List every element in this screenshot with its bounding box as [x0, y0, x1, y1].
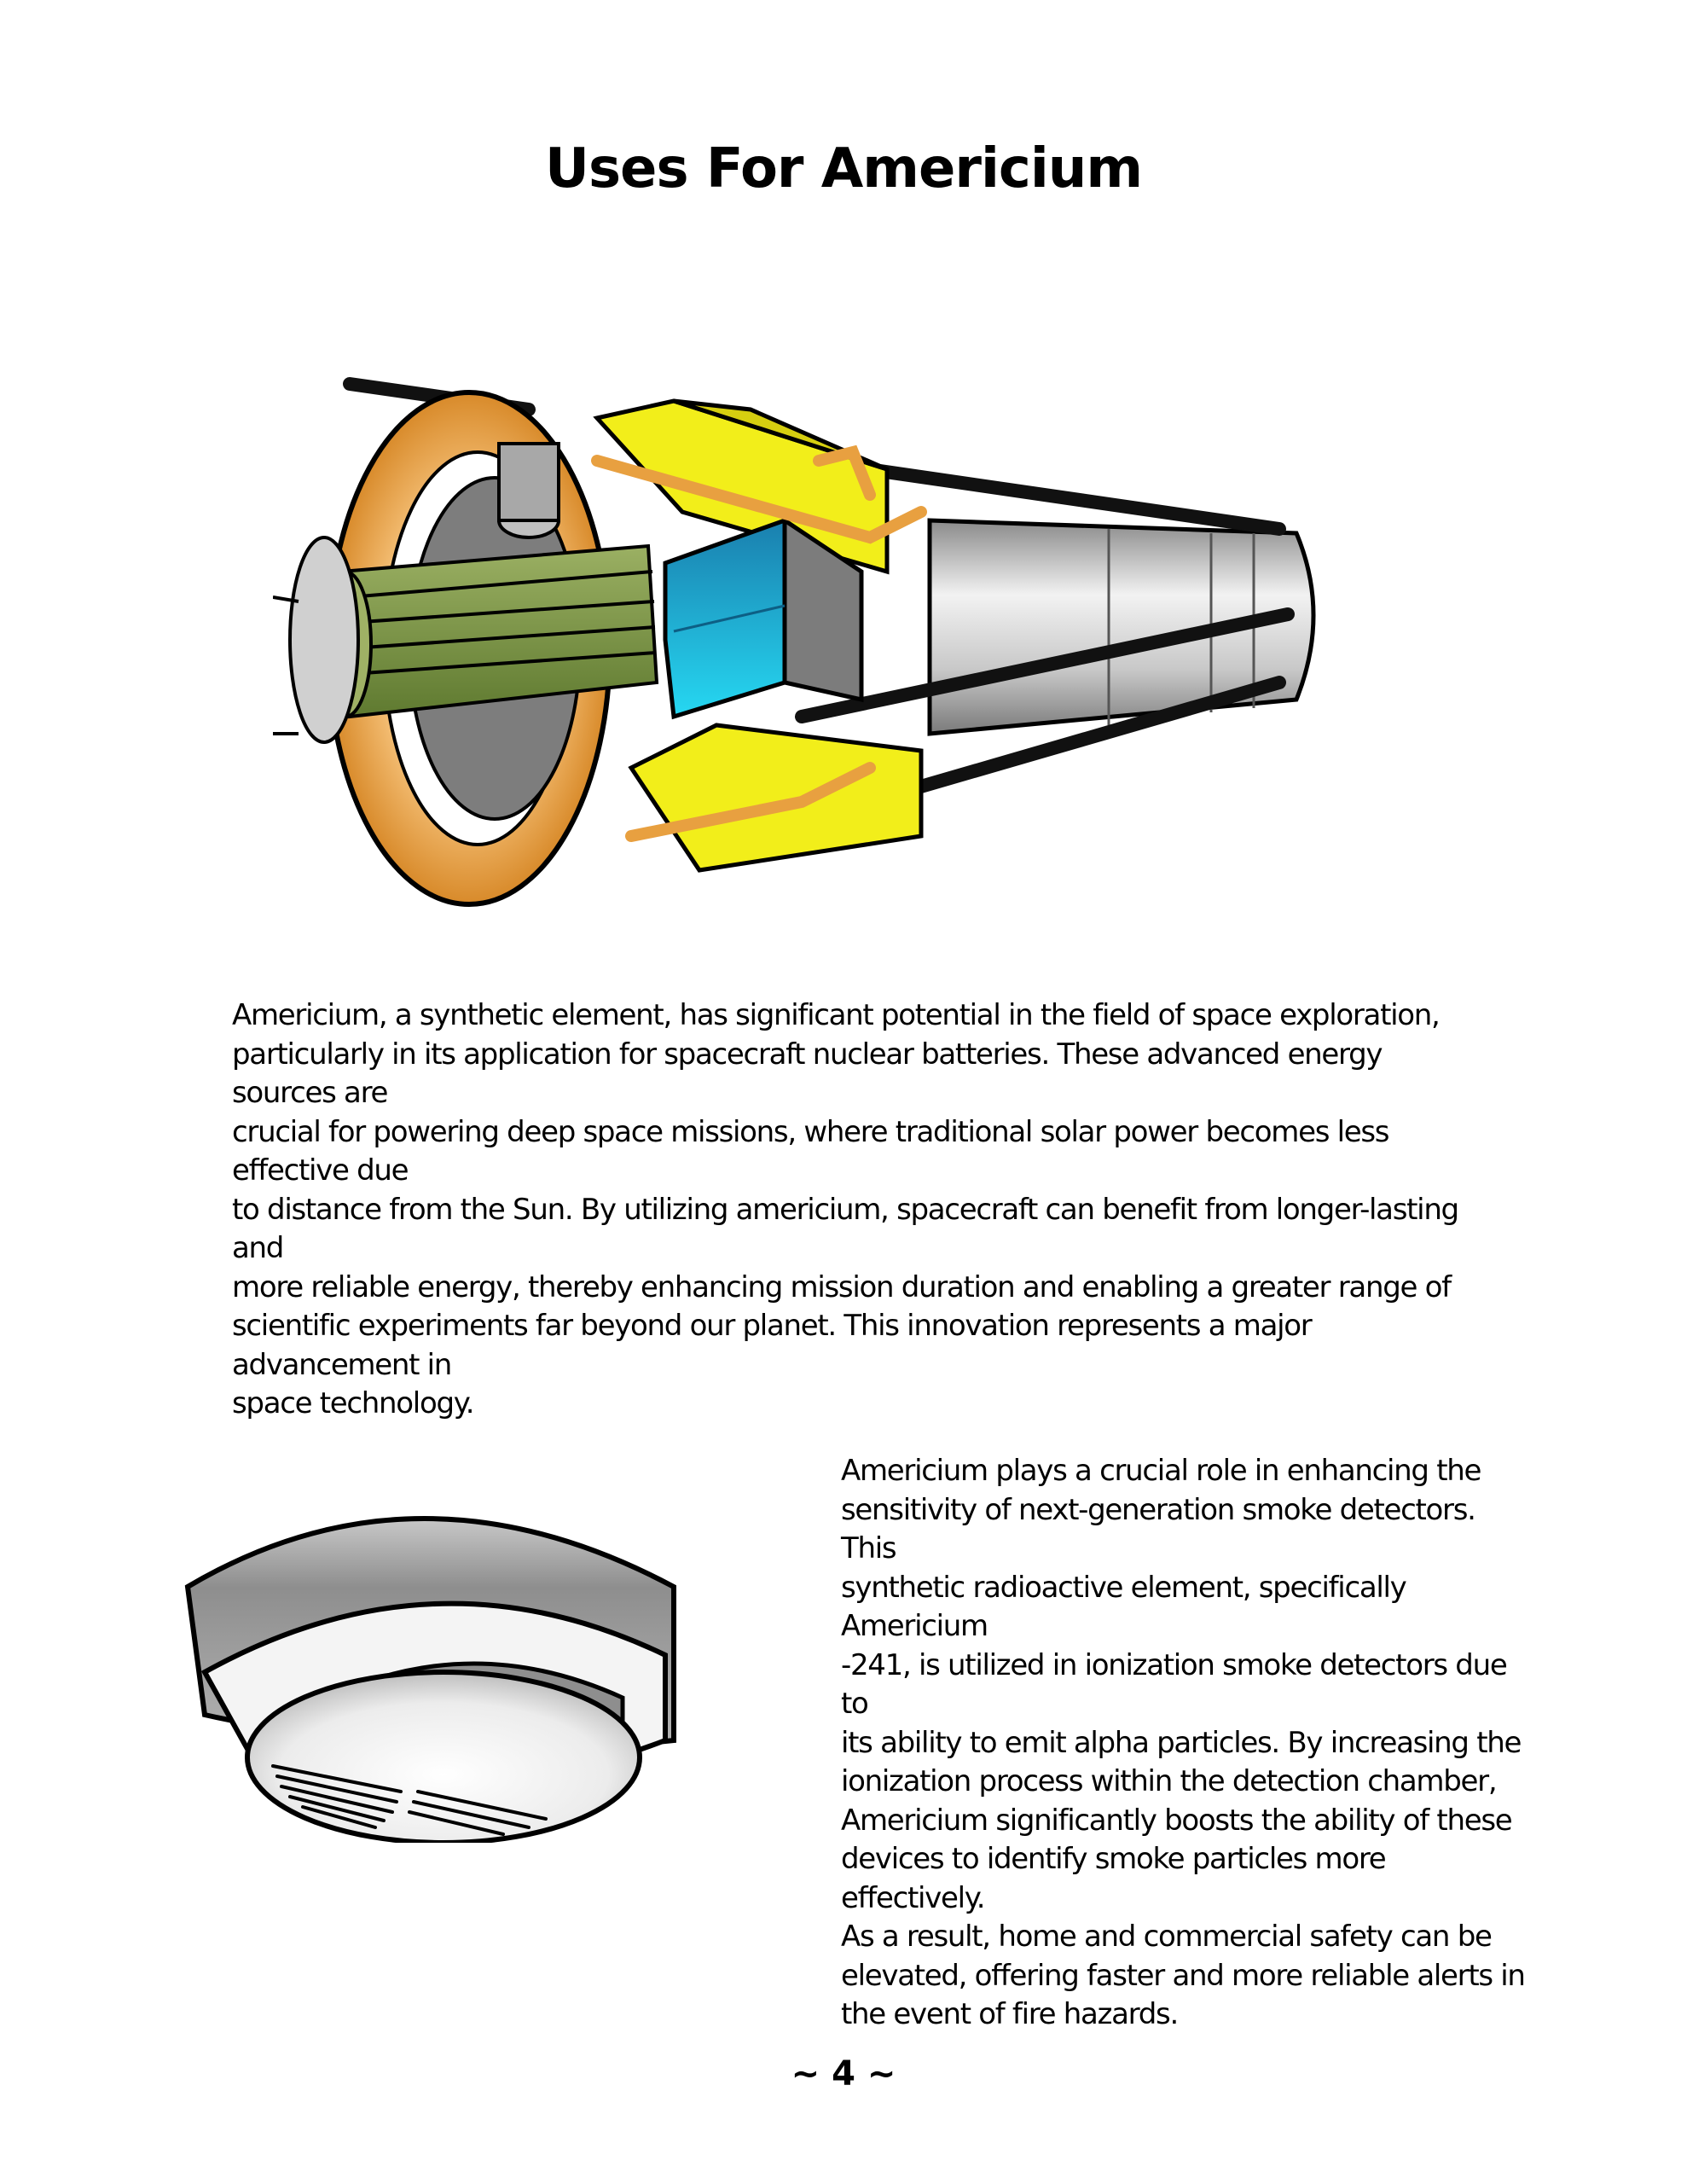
page-title: Uses For Americium [544, 136, 1143, 200]
gray-canister-body [499, 444, 559, 520]
spacecraft-nuclear-battery-illustration [273, 358, 1399, 938]
space-exploration-paragraph: Americium, a synthetic element, has significant potential in the field of space exploration, particularly in its application for spacecraft nuclear batteries. These advanced energy sources are crucial for powering deep space missions, where traditional solar power becomes less effective due to distance from the Sun. By utilizing americium, spacecraft can benefit from longer-lasting and more reliable energy, thereby enhancing mission duration and enabling a greater range of scientific experiments far beyond our planet. This innovation represents a major advancement in space technology. [232, 998, 1458, 1420]
blue-thermoelectric-panel [665, 520, 861, 717]
smoke-detector-illustration [179, 1484, 708, 1843]
smoke-detector-paragraph: Americium plays a crucial role in enhancing the sensitivity of next-generation smoke detectors. This synthetic radioactive element, specifically Americium -241, is utilized in ionization smoke detectors due to its ability to emit alpha particles. By increasing the ionization process within the detection chamber, Americium significantly boosts the ability of these devices to identify smoke particles more effectively. As a result, home and commercial safety can be elevated, offering faster and more reliable alerts in the event of fire hazards. [841, 1454, 1525, 2031]
page-number: ~ 4 ~ [791, 2054, 896, 2094]
detector-dome [247, 1672, 640, 1843]
end-plate [273, 537, 358, 742]
